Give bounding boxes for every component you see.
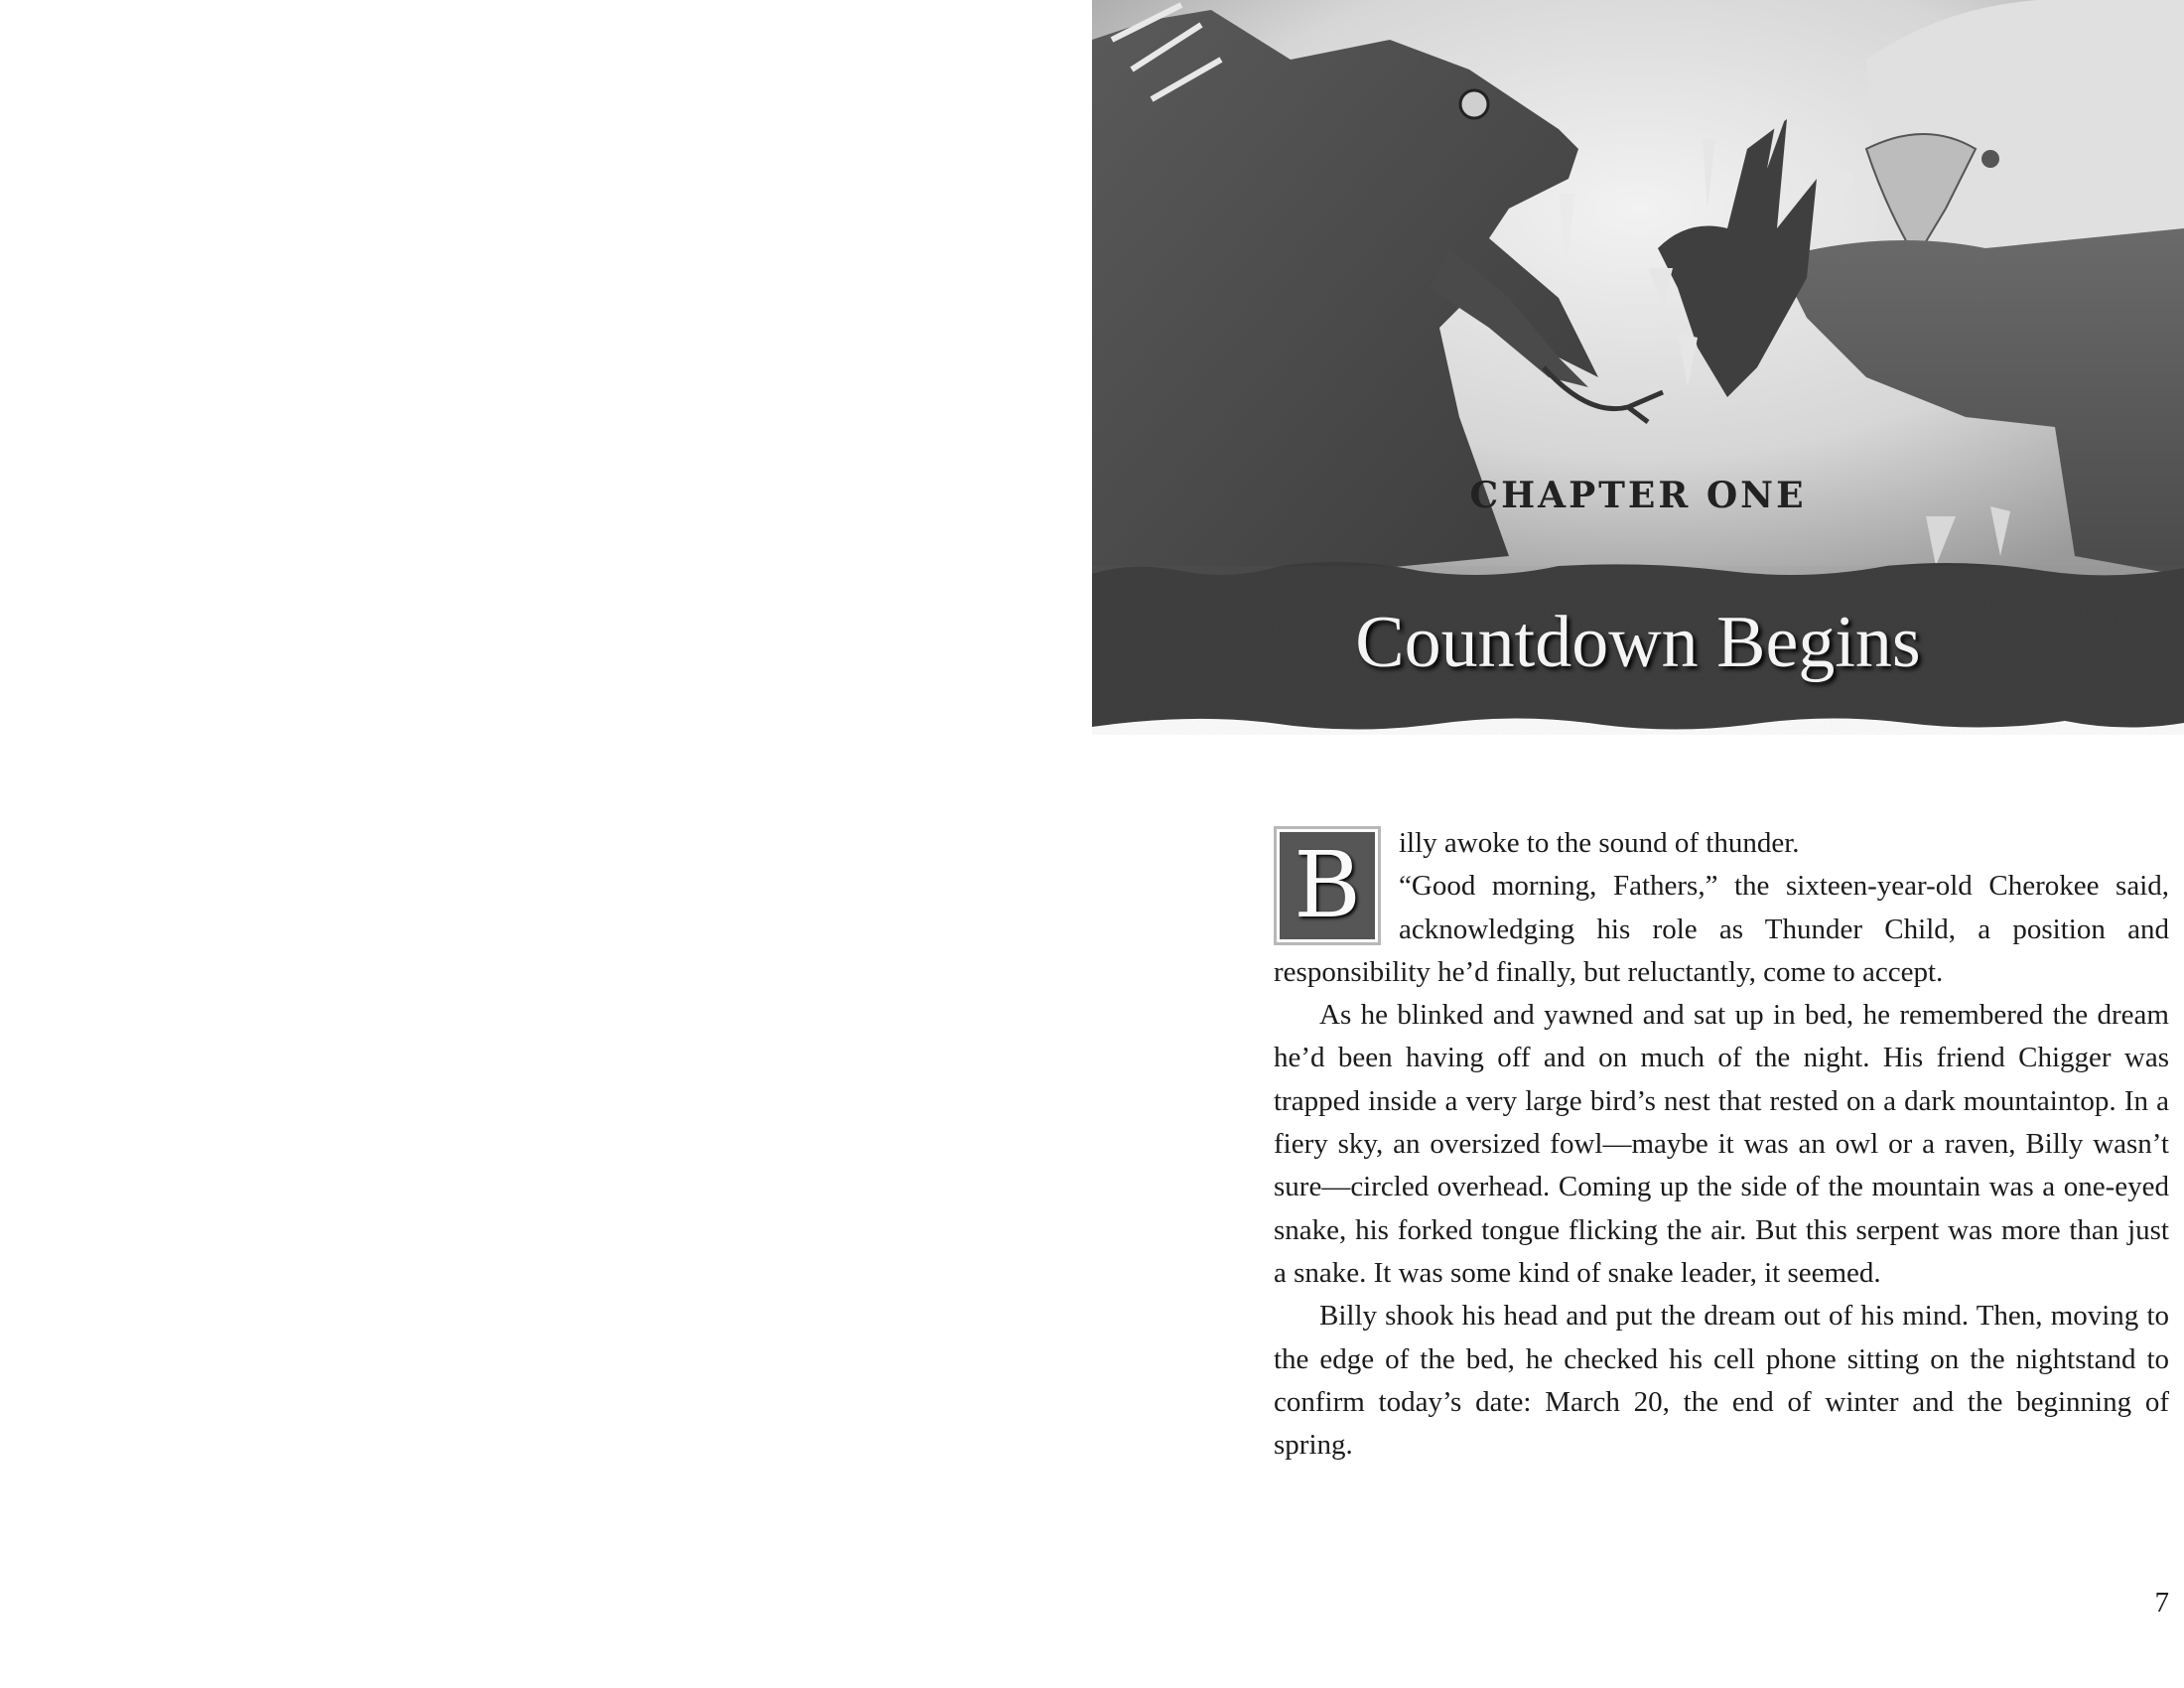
paragraph-3: As he blinked and yawned and sat up in bed, he remembered the dream he’d been having off and on much of the night. His friend Chigger was trapped inside a very large bird’s nest that rested on a dark mountaintop. In a fiery sky, an oversized fowl—maybe it was an owl or a raven, Billy wasn’t sure—circled overhead. Coming up the side of the mountain was a one-eyed snake, his forked tongue flicking the air. But this serpent was more than just a snake. It was some kind of snake leader, it seemed. bbox=[1274, 999, 2169, 1289]
eagle-eye bbox=[1981, 150, 1999, 168]
right-page bbox=[1092, 0, 2184, 1688]
paragraph-4: Billy shook his head and put the dream out of his mind. Then, moving to the edge of the bed, he checked his cell phone sitting on the nightstand to confirm today’s date: March 20, the end of winter and the beginning of spring. bbox=[1274, 1300, 2169, 1462]
chapter-title: Countdown Begins bbox=[1355, 602, 1921, 683]
chapter-body bbox=[1274, 822, 2169, 1467]
paragraph-2: “Good morning, Fathers,” the sixteen-year-old Cherokee said, acknowledging his role as Thunder Child, a position and responsibility he’d finally, but reluctantly, come to accept. bbox=[1274, 870, 2169, 988]
drop-cap bbox=[1274, 826, 1381, 945]
serpent-eye bbox=[1460, 90, 1488, 118]
page-number: 7 bbox=[2154, 1587, 2169, 1618]
serpent-eagle-illustration bbox=[1092, 0, 2184, 735]
drop-cap-letter: B bbox=[1280, 832, 1375, 939]
paragraph-1: illy awoke to the sound of thunder. bbox=[1399, 827, 1800, 859]
chapter-label: CHAPTER ONE bbox=[1469, 475, 1807, 516]
